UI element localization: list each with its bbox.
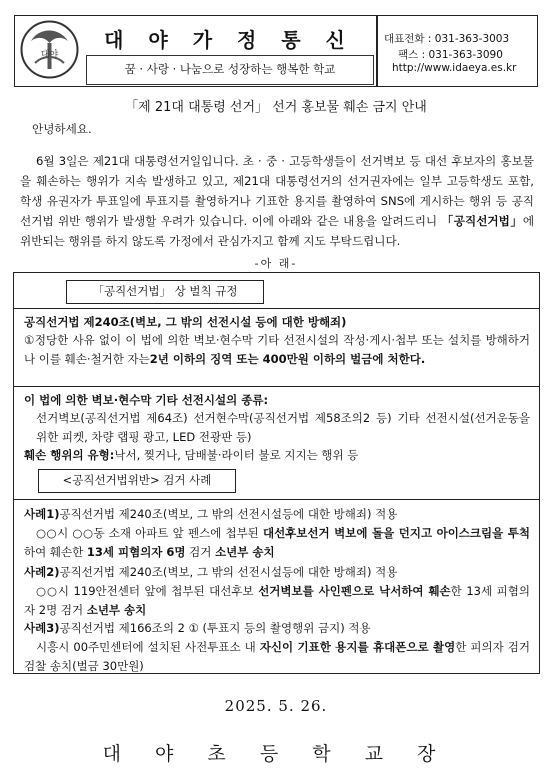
case-1-desc-bold: 소년부 송치 [215,544,275,559]
case-1-desc-bold: 대선후보선거 벽보에 돌을 던지고 아이스크림을 투척 [262,526,530,540]
damage-label: 훼손 행위의 유형: [24,448,115,462]
issue-date: 2025. 5. 26. [224,697,328,715]
phone-number: 대표전화 : 031-363-3003 [384,33,510,45]
case-2-law-text: 공직선거법 제240조(벽보, 그 밖의 선전시설등에 대한 방해죄) 적용 [59,565,398,579]
svg-text:대야: 대야 [40,50,59,60]
divider [14,308,539,309]
damage-body: 낙서, 찢거나, 담배불·라이터 불로 지지는 행위 등 [114,448,359,462]
facilities-body: 선거벽보(공직선거법 제64조) 선거현수막(공직선거법 제58조의2 등) 기타 선전시설(선거운동을 위한 피켓, 차량 랩핑 광고, LED 전광판 등) [36,411,530,444]
case-3-desc [24,638,530,675]
case-1-label: 사례1) [24,507,60,521]
divider [14,386,539,387]
case-3-label: 사례3) [24,621,60,635]
case-1-desc-text: 하여 훼손한 [24,544,87,559]
case-2-desc-text: 한 13세 피혐의자 2명 검거 [24,584,530,617]
intro-text-1: 6월 3일은 제21대 대통령선거일입니다. 초 · 중 · 고등학생들이 선거벽보 등 대선 후보자의 홍보물을 훼손하는 행위가 지속 발생하고 있고, 제21대 대통령선거의 선거권자에는 일부 고등학생도 포함, 학생 유권자가 투표일에 투표지를 촬영하거나 기표한 용지를 촬영하여 SNS에 게시하는 행위 등 공직 선거법 위반 행위가 발생할 우려가 있습니다. 이에 아래와 같은 내용을 알려드리니 [20,153,534,228]
case-2-desc-text: ○○시 119안전센터 앞에 첩부된 대선후보 [36,584,259,598]
document-title: 「제 21대 대통령 선거」 선거 홍보물 훼손 금지 안내 [125,100,427,115]
divider [14,499,539,500]
case-3-desc-text: 시흥시 00주민센터에 설치된 사전투표소 내 [36,640,260,654]
case-1-desc-text: ○○시 ○○동 소재 아파트 앞 펜스에 첩부된 [36,526,263,540]
article-body [24,331,530,368]
school-motto: 꿈 · 사랑 · 나눔으로 성장하는 행복한 학교 [124,62,336,76]
newsletter-title: 대 야 가 정 통 신 [104,28,354,52]
article-body-text: ①정당한 사유 없이 이 법에 의한 벽보·현수막 기타 선전시설의 작성·게시·첩부 또는 설치를 방해하거나 이를 훼손·철거한 자는 [24,333,530,366]
greeting: 안녕하세요. [32,122,92,136]
intro-law-name: 「공직선거법」 [441,213,523,228]
case-2-desc-bold: 선거벽보를 사인펜으로 낙서하여 훼손 [258,584,451,598]
case-2-desc [24,582,530,619]
principal-signature: 대 야 초 등 학 교 장 [102,743,450,765]
fax-number: 팩스 : 031-363-3090 [398,49,503,61]
case-2-desc-bold: 소년부 송치 [86,602,147,617]
case-1-law-text: 공직선거법 제240조(벽보, 그 밖의 선전시설등에 대한 방해죄) 적용 [59,507,398,521]
article-penalty: 2년 이하의 징역 또는 400만원 이하의 벌금에 처한다. [149,351,426,366]
intro-text-2: 에 위반되는 행위를 하지 않도록 가정에서 관심가지고 함께 지도 부탁드립니다. [20,213,535,248]
case-2-law [24,563,530,582]
case-2-label: 사례2) [24,565,60,579]
article-title: 공직선거법 제240조(벽보, 그 밖의 선전시설 등에 대한 방해죄) [24,315,347,329]
case-1-law [24,505,530,524]
case-3-law [24,619,530,638]
intro-paragraph [20,139,534,263]
facilities-heading: 이 법에 의한 벽보·현수막 기타 선전시설의 종류: [24,393,269,407]
school-logo [19,19,80,80]
penalty-heading: 「공직선거법」 상 벌칙 규정 [92,284,238,298]
cases-heading: <공직선거법위반> 검거 사례 [62,473,212,487]
case-3-desc-bold: 자신이 기표한 용지를 휴대폰으로 촬영 [259,640,456,654]
damage-types [24,446,530,465]
case-3-desc-text: 한 피의자 검거 검찰 송치(벌금 30만원) [24,640,531,673]
school-url[interactable]: http://www.idaeya.es.kr [392,62,517,74]
case-1-desc-bold: 13세 피혐의자 6명 [86,544,186,559]
case-1-desc-text: 검거 [185,544,216,559]
below-marker: -아 래- [254,257,298,270]
header-divider [376,15,378,87]
case-3-law-text: 공직선거법 제166조의 2 ① (투표지 등의 촬영행위 금지) 적용 [59,621,371,635]
case-1-desc [24,524,530,561]
